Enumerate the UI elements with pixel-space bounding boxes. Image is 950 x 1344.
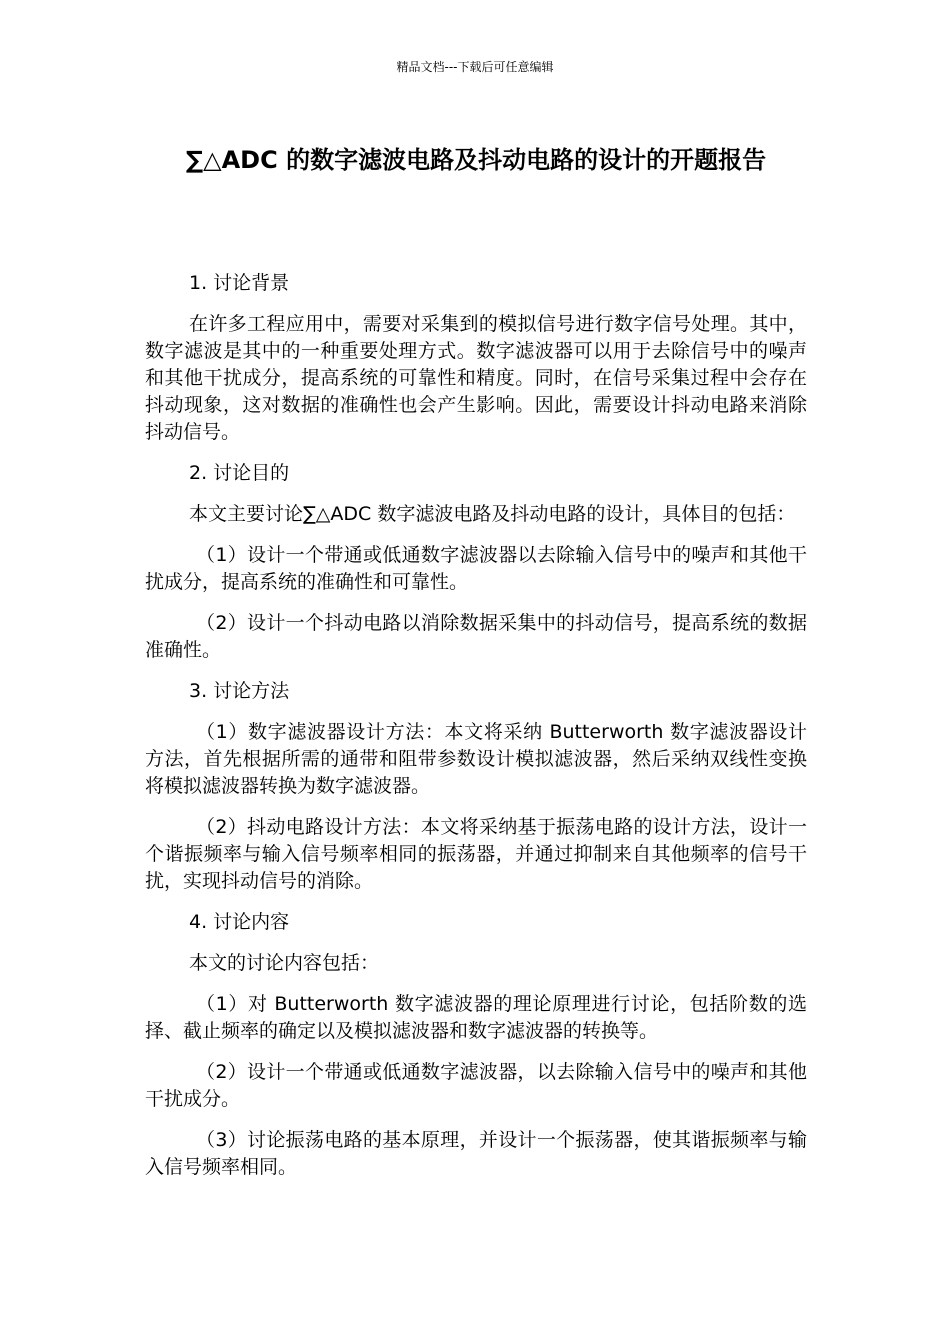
document-body [145,270,807,1195]
purpose-paragraph: 本文主要讨论∑△ADC 数字滤波电路及抖动电路的设计，具体目的包括： [189,503,796,525]
page-header: 精品文档---下载后可任意编辑 [396,60,554,74]
purpose-item-2: （2）设计一个抖动电路以消除数据采集中的抖动信号，提高系统的数据准确性。 [145,612,807,661]
content-item-1: （1）对 Butterworth 数字滤波器的理论原理进行讨论，包括阶数的选择、截止频率的确定以及模拟滤波器和数字滤波器的转换等。 [145,993,807,1042]
document-title: ∑△ADC 的数字滤波电路及抖动电路的设计的开题报告 [185,146,767,174]
content-paragraph: 本文的讨论内容包括： [189,952,380,974]
section-heading-content: 4. 讨论内容 [189,911,290,933]
content-item-3: （3）讨论振荡电路的基本原理，并设计一个振荡器，使其谐振频率与输入信号频率相同。 [145,1129,807,1178]
background-paragraph: 在许多工程应用中，需要对采集到的模拟信号进行数字信号处理。其中，数字滤波是其中的一种重要处理方式。数字滤波器可以用于去除信号中的噪声和其他干扰成分，提高系统的可靠性和精度。同时，在信号采集过程中会存在抖动现象，这对数据的准确性也会产生影响。因此，需要设计抖动电路来消除抖动信号。 [145,313,807,443]
method-item-1: （1）数字滤波器设计方法：本文将采纳 Butterworth 数字滤波器设计方法，首先根据所需的通带和阻带参数设计模拟滤波器，然后采纳双线性变换将模拟滤波器转换为数字滤波器。 [145,721,807,797]
section-heading-background: 1. 讨论背景 [189,272,290,294]
content-item-2: （2）设计一个带通或低通数字滤波器，以去除输入信号中的噪声和其他干扰成分。 [145,1061,807,1110]
purpose-item-1: （1）设计一个带通或低通数字滤波器以去除输入信号中的噪声和其他干扰成分，提高系统的准确性和可靠性。 [145,544,807,593]
section-heading-method: 3. 讨论方法 [189,680,290,702]
method-item-2: （2）抖动电路设计方法：本文将采纳基于振荡电路的设计方法，设计一个谐振频率与输入信号频率相同的振荡器，并通过抑制来自其他频率的信号干扰，实现抖动信号的消除。 [145,816,807,892]
section-heading-purpose: 2. 讨论目的 [189,462,290,484]
